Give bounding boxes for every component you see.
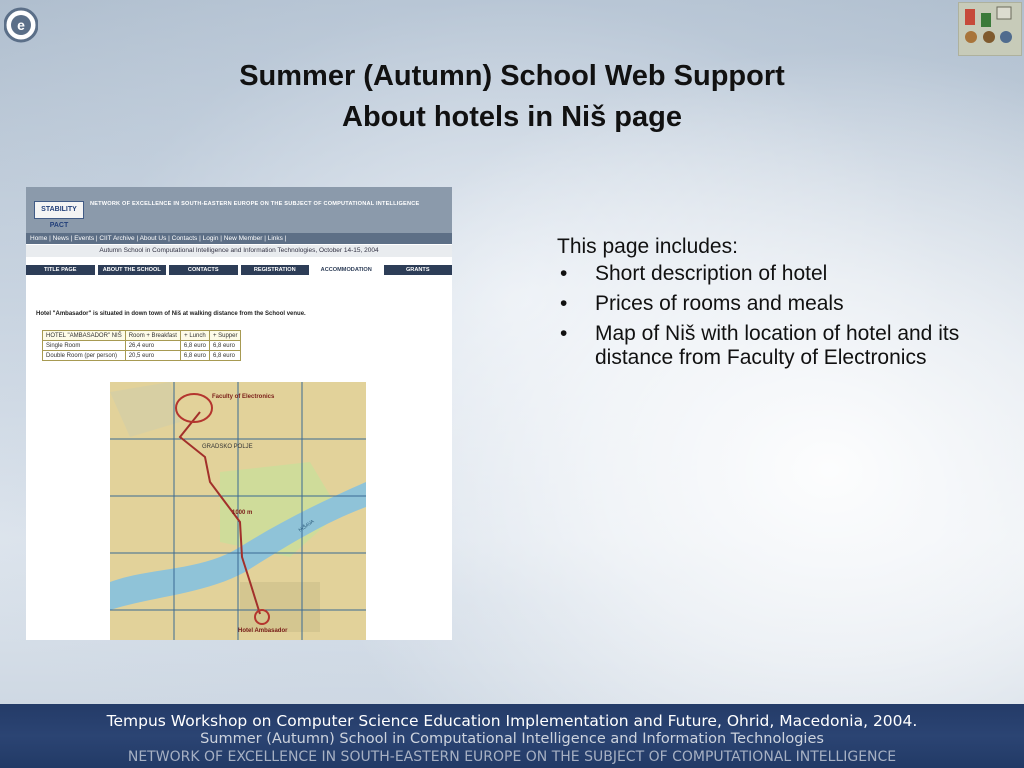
network-logo-icon bbox=[4, 6, 38, 44]
map-label-hotel: Hotel Ambasador bbox=[238, 628, 288, 634]
list-item-text: Map of Niš with location of hotel and its distance from Faculty of Electronics bbox=[595, 322, 960, 369]
svg-text:e: e bbox=[17, 17, 25, 33]
footer-line2: Summer (Autumn) School in Computational Intelligence and Information Technologies bbox=[200, 731, 824, 747]
list-item bbox=[557, 262, 977, 286]
network-header-text: NETWORK OF EXCELLENCE IN SOUTH-EASTERN EUROPE ON THE SUBJECT OF COMPUTATIONAL INTELLIGENCE bbox=[90, 201, 420, 207]
school-line: Autumn School in Computational Intelligence and Information Technologies, October 14-15, 2004 bbox=[26, 245, 452, 257]
tab-title-page: TITLE PAGE bbox=[26, 265, 95, 275]
bullet-icon: • bbox=[560, 322, 568, 345]
tab-accommodation: ACCOMMODATION bbox=[312, 265, 381, 275]
description-lead: This page includes: bbox=[557, 235, 738, 258]
tempus-logo-icon bbox=[958, 2, 1022, 56]
slide-title-line1: Summer (Autumn) School Web Support bbox=[239, 60, 785, 92]
footer-line3: NETWORK OF EXCELLENCE IN SOUTH-EASTERN EUROPE ON THE SUBJECT OF COMPUTATIONAL INTELLIGENCE bbox=[127, 749, 897, 765]
tab-grants: GRANTS bbox=[384, 265, 453, 275]
table-cell: 6,8 euro bbox=[209, 341, 241, 351]
table-cell: 6,8 euro bbox=[180, 351, 209, 361]
city-map bbox=[110, 382, 366, 640]
table-header: Room + Breakfast bbox=[125, 331, 180, 341]
table-header: + Lunch bbox=[180, 331, 209, 341]
map-label-district: GRADSKO POLJE bbox=[202, 444, 253, 450]
bullet-icon: • bbox=[560, 292, 568, 315]
table-row bbox=[43, 351, 241, 361]
table-header-row bbox=[43, 331, 241, 341]
list-item bbox=[557, 292, 977, 316]
table-cell: 6,8 euro bbox=[180, 341, 209, 351]
tab-about-school: ABOUT THE SCHOOL bbox=[98, 265, 167, 275]
table-row bbox=[43, 341, 241, 351]
tab-registration: REGISTRATION bbox=[241, 265, 310, 275]
description-list bbox=[557, 262, 977, 370]
hotel-intro: Hotel "Ambasador" is situated in down town of Niš at walking distance from the School venue. bbox=[36, 311, 306, 317]
list-item-text: Prices of rooms and meals bbox=[595, 292, 844, 315]
map-label-faculty: Faculty of Electronics bbox=[212, 394, 275, 400]
website-screenshot bbox=[26, 187, 452, 640]
table-cell: 26,4 euro bbox=[125, 341, 180, 351]
slide-title-line2: About hotels in Niš page bbox=[342, 101, 682, 133]
table-header: + Supper bbox=[209, 331, 241, 341]
table-cell: Single Room bbox=[43, 341, 126, 351]
tab-contacts: CONTACTS bbox=[169, 265, 238, 275]
description-block bbox=[557, 234, 977, 376]
footer bbox=[0, 704, 1024, 768]
site-tabs bbox=[26, 265, 452, 275]
site-header bbox=[26, 187, 452, 233]
map-label-distance: 1000 m bbox=[232, 510, 253, 516]
footer-line1: Tempus Workshop on Computer Science Education Implementation and Future, Ohrid, Macedonia, 2004. bbox=[106, 712, 918, 730]
list-item bbox=[557, 322, 977, 370]
table-cell: 6,8 euro bbox=[209, 351, 241, 361]
bullet-icon: • bbox=[560, 262, 568, 285]
list-item-text: Short description of hotel bbox=[595, 262, 828, 285]
stability-pact-logo: STABILITY PACT bbox=[34, 201, 84, 219]
price-table bbox=[42, 330, 241, 361]
table-cell: Double Room (per person) bbox=[43, 351, 126, 361]
table-header: HOTEL "AMBASADOR" NIŠ bbox=[43, 331, 126, 341]
map-label-river: NIŠAVA bbox=[297, 518, 316, 534]
site-nav: Home | News | Events | CIIT Archive | About Us | Contacts | Login | New Member | Links | bbox=[26, 233, 452, 244]
table-cell: 20,5 euro bbox=[125, 351, 180, 361]
